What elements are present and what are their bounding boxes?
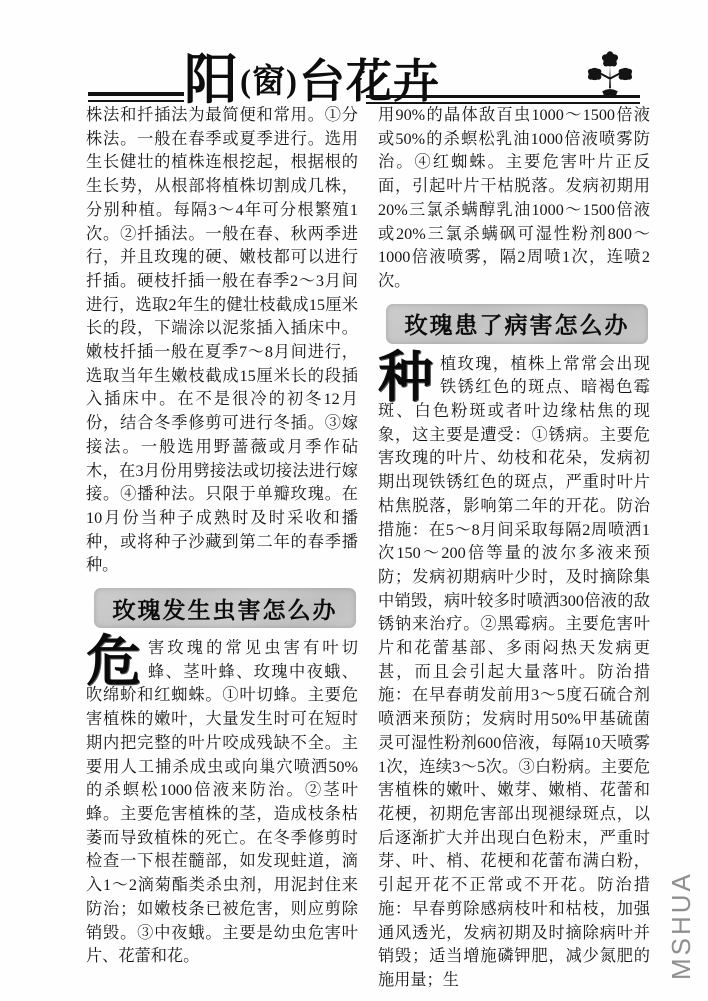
right-text-column [378, 104, 650, 993]
watermark-text: MSHUA [666, 871, 696, 980]
page-title-main: 阳 [184, 50, 239, 110]
disease-paragraph-text: 植玫瑰，植株上常常会出现铁锈红色的斑点、暗褐色霉斑、白色粉斑或者叶边缘枯焦的现象，这主要是遭受：①锈病。主要危害玫瑰的叶片、幼枝和花朵，发病初期出现铁锈红色的斑点，严重时叶片枯焦脱落，影响第二年的开花。防治措施：在5～8月间采取每隔2周喷洒1次150～200倍等量的波尔多液来预防；发病初期病叶少时，及时摘除集中销毁，病叶较多时喷洒300倍液的敌锈钠来治疗。②黑霉病。主要危害叶片和花蕾基部、多雨闷热天发病更甚，而且会引起大量落叶。防治措施：在早春萌发前用3～5度石硫合剂喷洒来预防；发病时用50%甲基硫菌灵可湿性粉剂600倍液，每隔10天喷雾1次，连续3～5次。③白粉病。主要危害植株的嫩叶、嫩芽、嫩梢、花蕾和花梗，初期危害部出现褪绿斑点，以后逐渐扩大并出现白色粉末，严重时芽、叶、梢、花梗和花蕾布满白粉，引起开花不正常或不开花。防治措施：早春剪除感病枝叶和枯枝，加强通风透光，发病初期及时摘除病叶并销毁；适当增施磷钾肥，减少氮肥的施用量；生 [378, 354, 650, 989]
header-rule-left [88, 92, 184, 102]
page-title-rest: 台花卉 [298, 56, 440, 107]
pest-paragraph [86, 631, 358, 969]
drop-cap-wei: 危 [86, 631, 142, 693]
continuation-paragraph: 用90%的晶体敌百虫1000～1500倍液或50%的杀螟松乳油1000倍液喷雾防治。④红蜘蛛。主要危害叶片正反面，引起叶片干枯脱落。发病初期用20%三氯杀螨醇乳油1000～1500倍液或20%三氯杀螨砜可湿性粉剂800～1000倍液喷雾，隔2周喷1次，连喷2次。 [378, 106, 650, 290]
topiary-tree-icon [583, 50, 637, 98]
section-heading-diseases: 玫瑰患了病害怎么办 [386, 304, 648, 344]
drop-cap-zhong: 种 [378, 346, 434, 408]
page-title-paren: (窗) [240, 64, 298, 100]
pest-paragraph-text: 害玫瑰的常见虫害有叶切蜂、茎叶蜂、玫瑰中夜蛾、吹绵蚧和红蜘蛛。①叶切蜂。主要危害植株的嫩叶，大量发生时可在短时期内把完整的叶片咬成残缺不全。主要用人工捕杀成虫或向巢穴喷洒50%的杀螟松1000倍液来防治。②茎叶蜂。主要危害植株的茎，造成枝条枯萎而导致植株的死亡。在冬季修剪时检查一下根茬髓部，如发现蛀道，滴入1～2滴菊酯类杀虫剂，用泥封住来防治；如嫩枝条已被危害，则应剪除销毁。③中夜蛾。主要是幼虫危害叶片、花蕾和花。 [86, 639, 358, 966]
section-heading-pests: 玫瑰发生虫害怎么办 [94, 588, 356, 628]
left-text-column [86, 104, 358, 969]
disease-paragraph [378, 346, 650, 993]
intro-paragraph: 株法和扦插法为最简便和常用。①分株法。一般在春季或夏季进行。选用生长健壮的植株连根挖起，根据根的生长势，从根部将植株切割成几株，分别种植。每隔3～4年可分根繁殖1次。②扦插法。一般在春、秋两季进行，并且玫瑰的硬、嫩枝都可以进行扦插。硬枝扦插一般在春季2～3月间进行，选取2年生的健壮枝截成15厘米长的段，下端涂以泥浆插入插床中。嫩枝扦插一般在夏季7～8月间进行，选取当年生嫩枝截成15厘米长的段插入插床中。在不是很冷的初冬12月份，结合冬季修剪可进行冬插。③嫁接法。一般选用野蔷薇或月季作砧木，在3月份用劈接法或切接法进行嫁接。④播种法。只限于单瓣玫瑰。在10月份当种子成熟时及时采收和播种，或将种子沙藏到第二年的春季播种。 [86, 106, 358, 575]
